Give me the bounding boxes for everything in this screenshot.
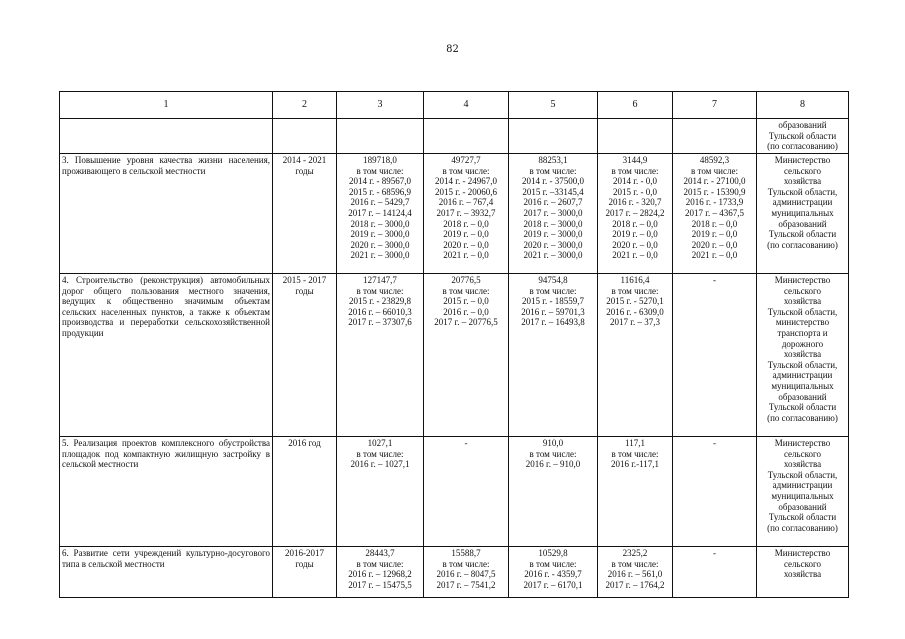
cell-line: 2015 г. – 0,0 [443,296,489,307]
total-cell [337,547,424,598]
cell-line: 2017 г. – 14124,4 [348,207,412,218]
cell-line: 2015 г. - 5270,1 [606,296,664,307]
cell-line: 2017 г. – 16493,8 [521,317,585,328]
cell-line: в том числе: [529,285,577,296]
empty-cell [424,119,509,154]
federal-budget-cell [424,154,509,274]
cell-line: 2020 г. – 0,0 [691,239,738,250]
cell-line: образований [778,120,827,130]
local-budget-cell [598,437,673,547]
cell-line: 2014 г. - 89567,0 [349,176,411,187]
cell-line: 2015 г. - 20060,6 [435,186,497,197]
cell-line: - [713,275,716,285]
cell-line: 2021 г. – 3000,0 [523,250,583,261]
cell-line: Тульской области [768,512,837,523]
local-budget-cell [598,274,673,437]
cell-line: 2017 г. – 7541,2 [436,579,496,590]
cell-line: 49727,7 [451,155,481,165]
regional-budget-cell [509,274,598,437]
column-header: 7 [673,92,757,119]
cell-line: 2015 г. - 23829,8 [349,296,411,307]
cell-line: в том числе: [356,558,404,569]
cell-line: 2017 г. – 37307,6 [348,317,412,328]
cell-line: 2018 г. – 0,0 [612,218,658,229]
cell-line: 2016 г. - 6309,0 [606,306,664,317]
program-table [59,91,849,598]
extrabudget-cell [673,154,757,274]
cell-line: 2019 г. – 0,0 [612,229,658,240]
cell-line: Министерство [774,548,831,558]
page-number: 82 [446,44,459,55]
cell-line: Тульской области, [767,306,838,317]
cell-line: (по согласованию) [767,412,838,423]
cell-line: Тульской области, [767,186,838,197]
cell-line: 2021 г. – 0,0 [691,250,738,261]
cell-line: 2017 г. – 37,3 [610,317,660,328]
cell-line: 10529,8 [538,548,568,558]
cell-line: 3144,9 [622,155,648,165]
cell-line: муниципальных [771,380,834,391]
period-cell: 2016 год [273,437,337,547]
empty-cell [509,119,598,154]
cell-line: сельского [783,558,822,569]
cell-line: в том числе: [356,165,404,176]
local-budget-cell [598,154,673,274]
cell-line: хозяйства [783,569,822,580]
cell-line: - [464,438,468,448]
cell-line: 127147,7 [363,275,397,285]
cell-line: 2016 г. – 66010,3 [348,306,412,317]
cell-line: в том числе: [611,448,659,459]
regional-budget-cell [509,547,598,598]
cell-line: - [713,438,716,448]
cell-line: 2020 г. – 3000,0 [350,239,410,250]
cell-line: в том числе: [442,165,490,176]
cell-line: министерство [775,317,830,328]
cell-line: в том числе: [611,285,659,296]
cell-line: в том числе: [529,448,577,459]
cell-line: хозяйства [783,459,822,470]
measure-name: 4. Строительство (реконструкция) автомобильных дорог общего пользования местного значения, ведущих к общественно значимым объектам сельских населенных пунктов, а также к объектам производства и переработки сельскохозяйственной продукции [60,274,273,437]
cell-line: в том числе: [611,558,659,569]
cell-line: 2016 г. – 767,4 [438,197,494,208]
column-header: 5 [509,92,598,119]
cell-line: 2017 г. – 1764,2 [605,579,665,590]
cell-line: 2019 г. – 0,0 [443,229,489,240]
cell-line: 2016 г. - 1733,9 [685,197,744,208]
cell-line: Министерство [774,155,831,165]
cell-line: 910,0 [542,438,564,448]
cell-line: 2016 г. - 4359,7 [524,569,582,580]
column-header: 2 [273,92,337,119]
column-header: 4 [424,92,509,119]
responsible-cell [757,437,849,547]
empty-cell [337,119,424,154]
cell-line: в том числе: [356,448,404,459]
cell-line: 48592,3 [699,155,730,165]
local-budget-cell [598,547,673,598]
cell-line: 2021 г. – 0,0 [443,250,489,261]
cell-line: Тульской области, [767,469,838,480]
cell-line: администрации [772,480,833,491]
cell-line: 2016 г. – 12968,2 [348,569,412,580]
cell-line: 2325,2 [622,548,648,558]
cell-line: 2017 г. – 3932,7 [436,207,496,218]
federal-budget-cell [424,437,509,547]
cell-line: (по согласованию) [767,522,838,533]
cell-line: 2016 г. – 59701,3 [521,306,585,317]
cell-line: 2015 г. - 68596,9 [349,186,411,197]
continuation-row [60,119,849,154]
period-cell: 2015 - 2017 годы [273,274,337,437]
column-header: 8 [757,92,849,119]
cell-line: дорожного [781,338,824,349]
responsible-cell [757,154,849,274]
cell-line: 2016 г.-117,1 [610,459,660,470]
measure-name: 6. Развитие сети учреждений культурно-досугового типа в сельской местности [60,547,273,598]
table-row [60,437,849,547]
responsible-cell [757,119,849,154]
cell-line: 2018 г. – 3000,0 [350,218,410,229]
cell-line: 2020 г. – 3000,0 [523,239,583,250]
cell-line: муниципальных [771,207,834,218]
cell-line: 2020 г. – 0,0 [612,239,658,250]
cell-line: 2017 г. – 20776,5 [434,317,498,328]
cell-line: 2016 г. – 561,0 [607,569,663,580]
federal-budget-cell [424,547,509,598]
cell-line: Тульской области [768,229,837,240]
empty-cell [673,119,757,154]
cell-line: хозяйства [783,296,822,307]
cell-line: (по согласованию) [767,141,838,152]
cell-line: 2014 г. - 27100,0 [683,176,746,187]
total-cell [337,437,424,547]
cell-line: Тульской области [768,130,837,141]
cell-line: Министерство [774,438,831,448]
cell-line: 2016 г. – 5429,7 [350,197,410,208]
cell-line: 2021 г. – 0,0 [612,250,658,261]
responsible-cell [757,274,849,437]
cell-line: в том числе: [691,165,738,176]
table-row [60,274,849,437]
cell-line: 2018 г. – 0,0 [691,218,738,229]
federal-budget-cell [424,274,509,437]
cell-line: в том числе: [529,165,577,176]
cell-line: администрации [772,370,833,381]
measure-name: 5. Реализация проектов комплексного обустройства площадок под компактную жилищную застройку в сельской местности [60,437,273,547]
cell-line: 117,1 [625,438,645,448]
cell-line: Тульской области [768,402,837,413]
cell-line: Тульской области, [767,359,838,370]
empty-cell [273,119,337,154]
cell-line: 2019 г. – 3000,0 [350,229,410,240]
cell-line: транспорта и [777,327,828,338]
cell-line: хозяйства [783,349,822,360]
cell-line: 2017 г. – 3000,0 [523,207,583,218]
cell-line: 28443,7 [365,548,395,558]
column-header: 1 [60,92,273,119]
cell-line: 2015 г. - 0,0 [613,186,657,197]
empty-cell [598,119,673,154]
empty-cell [60,119,273,154]
cell-line: 2014 г. - 24967,0 [435,176,497,187]
table-row [60,547,849,598]
extrabudget-cell [673,274,757,437]
cell-line: в том числе: [442,558,490,569]
total-cell [337,154,424,274]
header-row [60,92,849,119]
cell-line: 2015 г. - 15390,9 [683,186,746,197]
cell-line: 2019 г. – 3000,0 [523,229,583,240]
cell-line: 20776,5 [451,275,481,285]
cell-line: 2015 г. –33145,4 [522,186,584,197]
cell-line: сельского [783,285,822,296]
column-header: 3 [337,92,424,119]
cell-line: 2018 г. – 3000,0 [523,218,583,229]
cell-line: в том числе: [442,285,490,296]
cell-line: 15588,7 [451,548,481,558]
cell-line: образований [778,218,827,229]
total-cell [337,274,424,437]
cell-line: 2019 г. – 0,0 [691,229,738,240]
cell-line: (по согласованию) [767,239,838,250]
cell-line: 2021 г. – 3000,0 [350,250,410,261]
cell-line: администрации [772,197,833,208]
cell-line: 2016 г. – 910,0 [525,459,581,470]
cell-line: 2017 г. – 2824,2 [605,207,665,218]
regional-budget-cell [509,437,598,547]
cell-line: 2015 г. - 18559,7 [522,296,584,307]
cell-line: Министерство [774,275,831,285]
cell-line: в том числе: [356,285,404,296]
cell-line: 11616,4 [620,275,650,285]
column-header: 6 [598,92,673,119]
responsible-cell [757,547,849,598]
cell-line: 2014 г. - 0,0 [613,176,657,187]
cell-line: 2016 г. – 0,0 [443,306,489,317]
regional-budget-cell [509,154,598,274]
cell-line: 2017 г. – 6170,1 [523,579,583,590]
cell-line: 2016 г. – 2607,7 [523,197,583,208]
cell-line: сельского [783,448,822,459]
cell-line: 2016 г. – 1027,1 [350,459,410,470]
table-row [60,154,849,274]
cell-line: в том числе: [529,558,577,569]
cell-line: 1027,1 [367,438,393,448]
period-cell: 2016-2017 годы [273,547,337,598]
cell-line: 2014 г. - 37500,0 [522,176,584,187]
cell-line: муниципальных [771,490,834,501]
cell-line: сельского [783,165,822,176]
cell-line: 2018 г. – 0,0 [443,218,489,229]
cell-line: - [713,548,716,558]
cell-line: 88253,1 [538,155,568,165]
cell-line: образований [778,391,827,402]
cell-line: 2020 г. – 0,0 [443,239,489,250]
period-cell: 2014 - 2021 годы [273,154,337,274]
cell-line: в том числе: [611,165,659,176]
extrabudget-cell [673,437,757,547]
cell-line: образований [778,501,827,512]
cell-line: 2017 г. – 4367,5 [685,207,744,218]
extrabudget-cell [673,547,757,598]
cell-line: 2017 г. – 15475,5 [348,579,412,590]
cell-line: 2016 г. – 8047,5 [436,569,496,580]
cell-line: 2016 г. - 320,7 [608,197,662,208]
measure-name: 3. Повышение уровня качества жизни населения, проживающего в сельской местности [60,154,273,274]
cell-line: 189718,0 [363,155,397,165]
cell-line: 94754,8 [538,275,568,285]
cell-line: хозяйства [783,176,822,187]
